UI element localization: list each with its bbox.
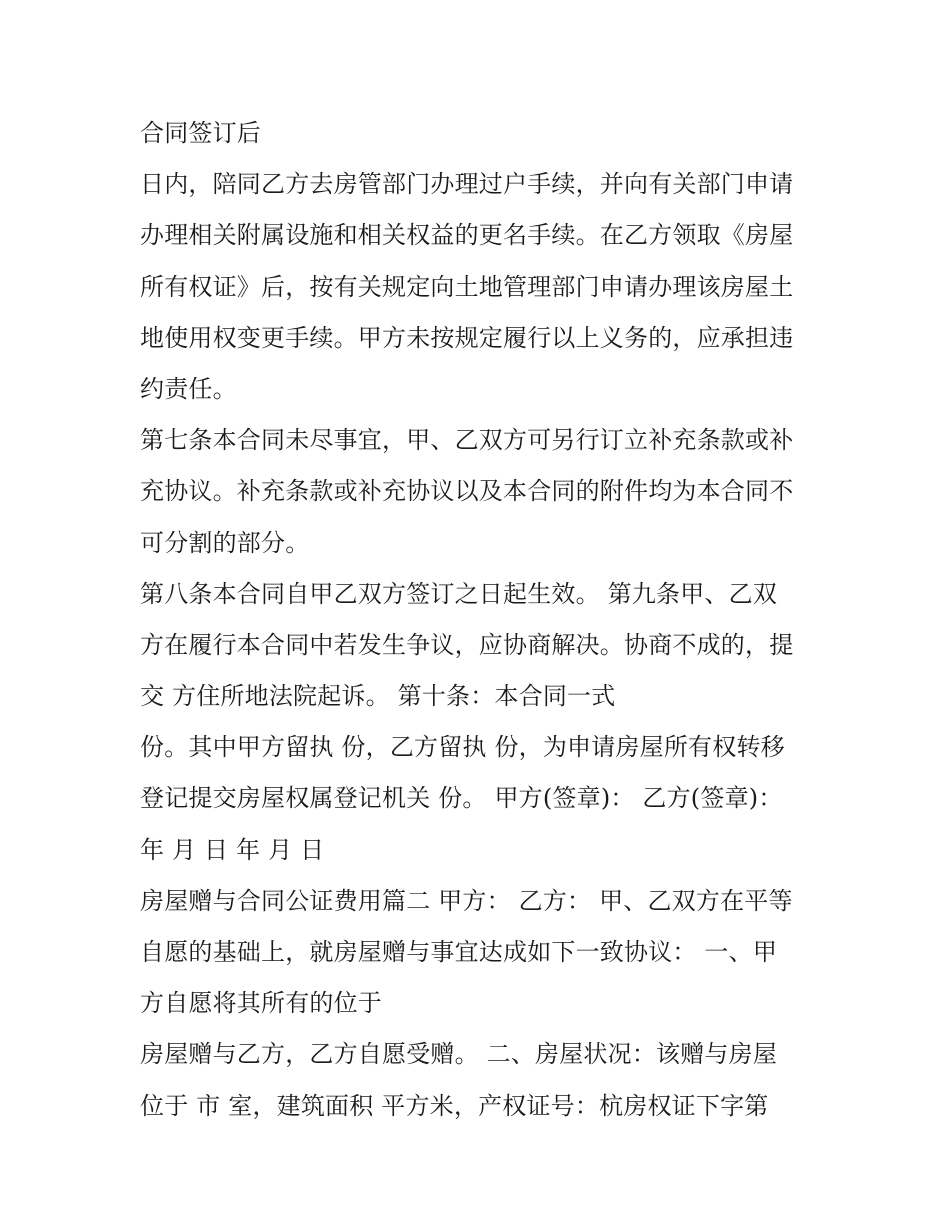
text-line: 年 月 日 年 月 日 [140, 835, 325, 864]
text-line: 所有权证》后，按有关规定向土地管理部门申请办理该房屋土 [140, 272, 794, 301]
text-line: 份。其中甲方留执 份，乙方留执 份，为申请房屋所有权转移 [140, 733, 785, 762]
text-line: 方在履行本合同中若发生争议，应协商解决。协商不成的，提 [140, 630, 794, 659]
text-line: 地使用权变更手续。甲方未按规定履行以上义务的，应承担违 [140, 323, 794, 352]
text-line: 房屋赠与合同公证费用篇二 甲方： 乙方： 甲、乙双方在平等 [140, 886, 793, 915]
text-line: 第七条本合同未尽事宜，甲、乙双方可另行订立补充条款或补 [140, 426, 794, 455]
text-line: 位于 市 室，建筑面积 平方米，产权证号：杭房权证下字第 [140, 1091, 769, 1120]
text-line: 办理相关附属设施和相关权益的更名手续。在乙方领取《房屋 [140, 221, 794, 250]
text-line: 合同签订后 [140, 119, 261, 147]
text-line: 登记提交房屋权属登记机关 份。 甲方(签章)： 乙方(签章)： [140, 784, 783, 813]
text-line: 自愿的基础上，就房屋赠与事宜达成如下一致协议： 一、甲 [140, 938, 778, 966]
text-line: 约责任。 [140, 374, 237, 403]
document-body [140, 108, 820, 1132]
text-line: 交 方住所地法院起诉。 第十条：本合同一式 [140, 682, 616, 711]
text-line: 可分割的部分。 [140, 528, 310, 557]
text-line: 方自愿将其所有的位于 [140, 989, 382, 1018]
text-line: 充协议。补充条款或补充协议以及本合同的附件均为本合同不 [140, 477, 794, 506]
text-line: 第八条本合同自甲乙双方签订之日起生效。 第九条甲、乙双 [140, 579, 778, 608]
text-line: 日内，陪同乙方去房管部门办理过户手续，并向有关部门申请 [140, 170, 794, 199]
text-line: 房屋赠与乙方，乙方自愿受赠。 二、房屋状况：该赠与房屋 [140, 1040, 778, 1069]
